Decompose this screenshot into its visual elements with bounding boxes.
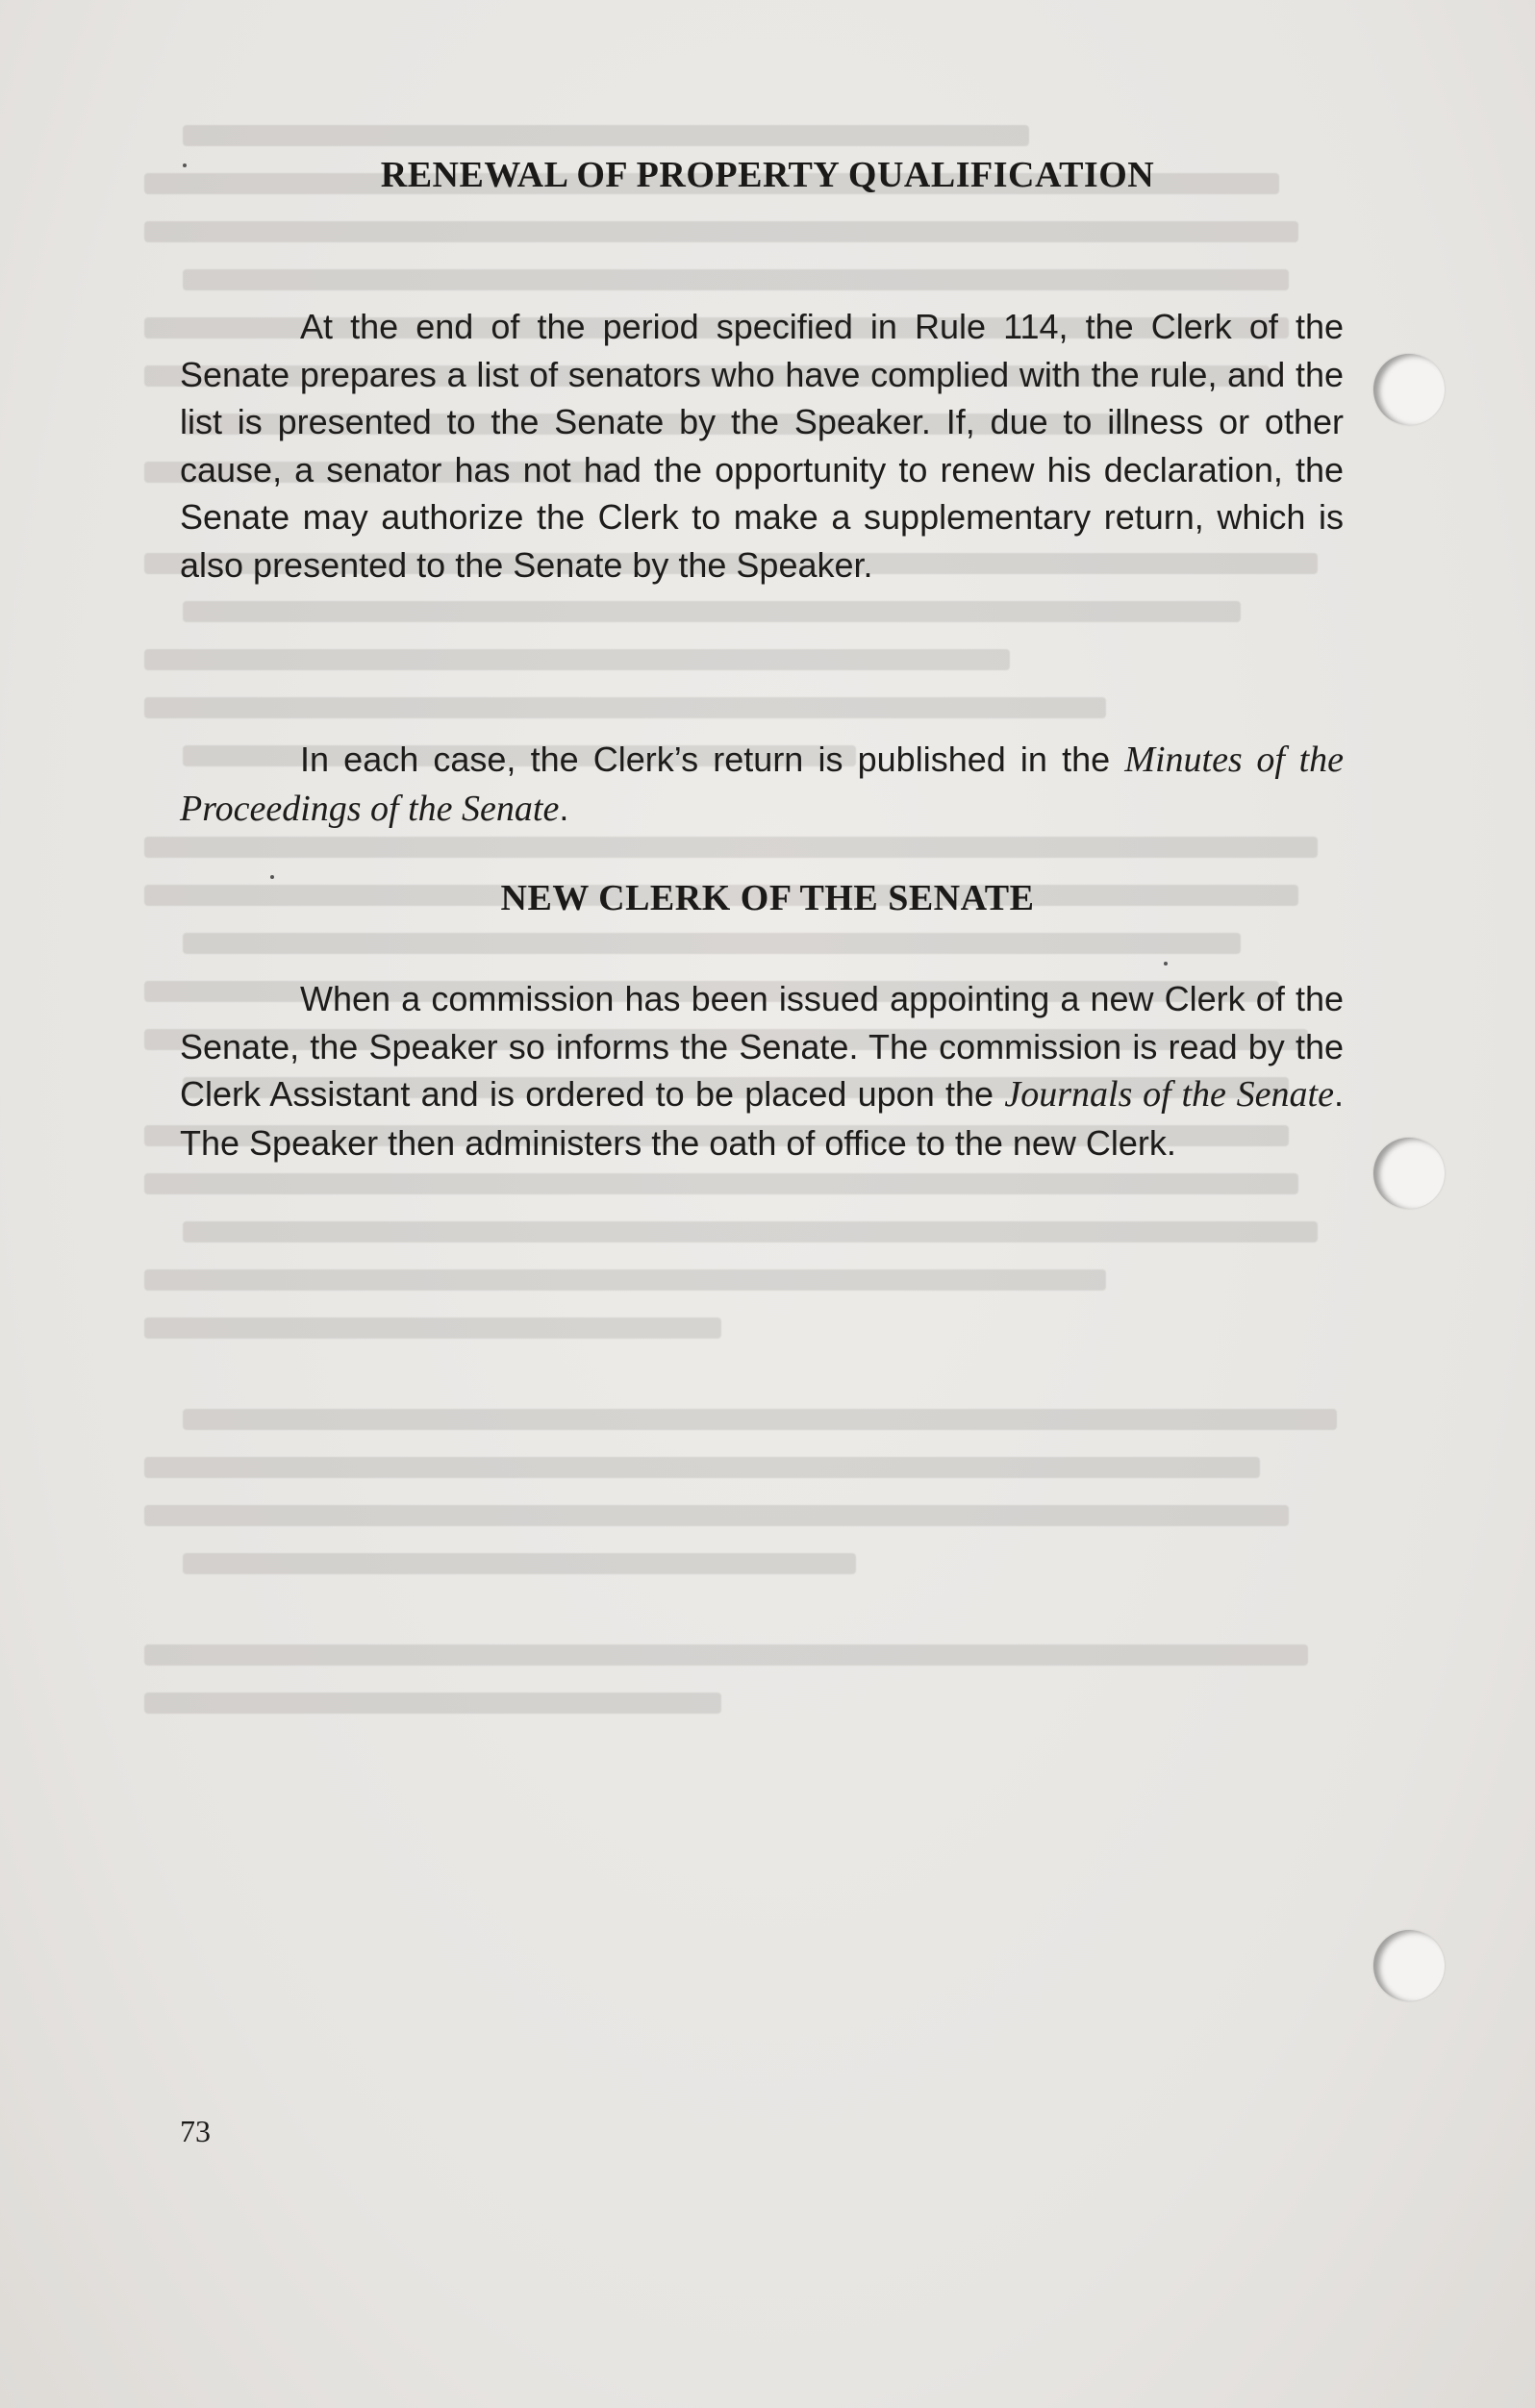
bleed-line <box>183 1409 1337 1430</box>
punch-hole-top <box>1373 354 1445 425</box>
bleed-line <box>183 1553 856 1574</box>
bleed-line <box>144 1269 1106 1291</box>
closing-text-before: In each case, the Clerk’s return is published in the <box>300 740 1111 779</box>
bleed-line <box>144 697 1106 718</box>
bleed-line <box>144 221 1298 242</box>
closing-text-after: . <box>559 788 569 828</box>
new-clerk-text-before: When a commission has been issued appointing a new Clerk of the Senate, the Speaker so informs the Senate. The commission is read by the Clerk Assistant and is ordered to be placed upon the <box>180 979 1344 1114</box>
bleed-line <box>144 837 1318 858</box>
bleed-line <box>183 601 1241 622</box>
bleed-line <box>183 1221 1318 1242</box>
punch-hole-middle <box>1373 1138 1445 1209</box>
journals-title-italic: Journals of the Senate <box>1004 1074 1334 1115</box>
bleed-line <box>144 1457 1260 1478</box>
section-heading-renewal: RENEWAL OF PROPERTY QUALIFICATION <box>380 155 1155 195</box>
speck <box>1164 962 1168 966</box>
bleed-line <box>183 269 1289 290</box>
paragraph-renewal-closing <box>180 736 1344 833</box>
punch-hole-bottom <box>1373 1930 1445 2001</box>
bleed-line <box>183 933 1241 954</box>
bleed-line <box>144 1505 1289 1526</box>
paragraph-new-clerk-body <box>180 975 1344 1166</box>
page-number: 73 <box>180 2114 211 2148</box>
bleed-line <box>144 1644 1308 1666</box>
paragraph-renewal-body <box>180 303 1344 589</box>
paragraph-renewal-text: At the end of the period specified in Rule 114, the Clerk of the Senate prepares a list of senators who have complied with the rule, and the list is presented to the Senate by the Speaker. If, due to illness or other cause, a senator has not had the opportunity to renew his declaration, the Senate may authorize the Clerk to make a supplementary return, which is also presented to the Senate by the Speaker. <box>180 307 1344 585</box>
minutes-title-italic: Minutes of the Proceedings of the Senate <box>180 740 1345 829</box>
bleed-line <box>144 649 1010 670</box>
bleed-line <box>144 1173 1298 1194</box>
bleed-line <box>183 125 1029 146</box>
bleed-line <box>144 1317 721 1339</box>
new-clerk-text-after: . The Speaker then administers the oath of office to the new Clerk. <box>180 1074 1344 1163</box>
bleed-line <box>144 1693 721 1714</box>
section-heading-new-clerk: NEW CLERK OF THE SENATE <box>500 878 1035 918</box>
